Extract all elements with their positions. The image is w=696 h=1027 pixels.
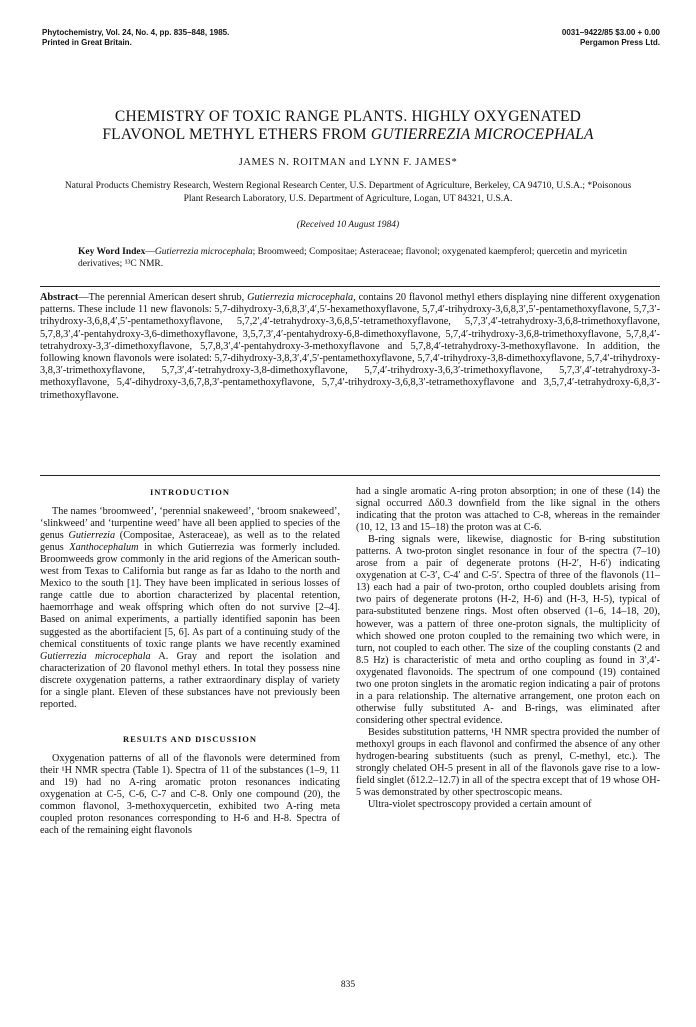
journal-header-left [42, 28, 229, 48]
title-line-2 [40, 126, 656, 144]
authors: JAMES N. ROITMAN and LYNN F. JAMES* [238, 157, 458, 168]
abstract-text-1: The perennial American desert shrub, [88, 292, 248, 303]
right-paragraph-4: Ultra-violet spectroscopy provided a certain amount of [368, 799, 592, 811]
abstract-label: Abstract [40, 292, 79, 303]
keyword-species: Gutierrezia microcephala [154, 247, 253, 257]
abstract-species: Gutierrezia microcephala [247, 292, 354, 303]
results-paragraph: Oxygenation patterns of all of the flavonols were determined from their ¹H NMR spectra (Table 1). Spectra of 11 of the substances (1–9, 11 and 19) had no A-ring aromatic proton resonances indicating oxygenation at C-5, C-6, C-7 and C-8. Only one compound (20), the common flavonol, 3-methoxyquercetin, exhibited two A-ring meta coupled proton resonances corresponding to H-6 and H-8. Spectra of each of the remaining eight flavonols [40, 752, 340, 837]
paper-title [40, 108, 656, 144]
journal-header-right [562, 28, 660, 48]
right-paragraph-1: had a single aromatic A-ring proton absorption; in one of these (14) the signal occurred Δδ0.3 downfield from the like signal in the others indicating that the proton was attached to C-8, whereas in the remainder (10, 12, 13 and 15–18) the proton was at C-6. [356, 486, 660, 534]
intro-text-b: (Compositae, Asteraceae), as well as to the related genus [40, 530, 340, 554]
divider-top [40, 286, 660, 287]
journal-citation: Phytochemistry, Vol. 24, No. 4, pp. 835–848, 1985. [42, 28, 230, 37]
abstract [40, 292, 660, 402]
intro-genus: Gutierrezia [68, 530, 116, 542]
keyword-dash: — [145, 247, 155, 257]
abstract-text-2: , contains 20 flavonol methyl ethers displaying nine different oxygenation patterns. These include 11 new flavonols: 5,7-dihydroxy-3,6,8,3′,4′,5′-hexamethoxyflavone, 5,7,4′-trihydroxy-3,6,8,3′,5′-pentamethoxyflavone, 5,7,3′-trihydroxy-3,6,8,4′,5′-pentamethoxyflavone, 5,7,2′,4′-tetrahydroxy-3,6,8,5′-tetramethoxyflavone, 5,7,3′,4′-tetrahydroxy-3,6,8-trimethoxyflavone, 5,7,8,3′,4′-pentahydroxy-3,6-dimethoxyflavone, 3,5,7,3′,4′-pentahydroxy-6,8-dimethoxyflavone, 5,7,4′-trihydroxy-3,6,8-trimethoxyflavone, 5,7,8,4′-tetrahydroxy-3,3′-dimethoxyflavone, 5,7,8,3′,4′-pentahydroxy-3-methoxyflavone and 5,7,8,4′-tetrahydroxy-3-methoxyflavone. In addition, the following known flavonols were isolated: 5,7-dihydroxy-3,8,3′,4′,5′-pentamethoxyflavone, 5,7,4′-trihydroxy-3,8-dimethoxyflavone, 5,7,4′-trihydroxy-3,8,3′-trimethoxyflavone, 5,7,3′,4′-tetrahydroxy-3,8-dimethoxyflavone, 5,7,4′-trihydroxy-3,6,3′-trimethoxyflavone, 5,7,3′,4′-tetrahydroxy-3-methoxyflavone, 5,4′-dihydroxy-3,6,7,8,3′-pentamethoxyflavone, 5,7,4′-trihydroxy-3,6,8,3′-tetramethoxyflavone and 3,5,7,4′-tetrahydroxy-6,8,3′-trimethoxyflavone. [40, 292, 660, 401]
keyword-label: Key Word Index [78, 247, 146, 257]
intro-genus-2: Xanthocephalum [69, 542, 139, 554]
intro-text-a: The names ‘broomweed’, ‘perennial snakeweed’, ‘broom snakeweed’, ‘slinkweed’ and ‘turpentine weed’ have all been applied to species of the genus [40, 506, 340, 542]
abstract-dash: — [78, 292, 89, 303]
publisher: Pergamon Press Ltd. [579, 38, 660, 47]
printed-location: Printed in Great Britain. [42, 38, 132, 47]
intro-species: Gutierrezia microcephala [40, 650, 151, 662]
divider-bottom [40, 475, 660, 476]
introduction-heading: INTRODUCTION [149, 487, 230, 497]
right-column [356, 486, 660, 811]
title-species: GUTIERREZIA MICROCEPHALA [370, 126, 594, 143]
title-line-2-prefix: FLAVONOL METHYL ETHERS FROM [102, 126, 371, 143]
received-date: (Received 10 August 1984) [296, 220, 400, 230]
title-line-1: CHEMISTRY OF TOXIC RANGE PLANTS. HIGHLY OXYGENATED [114, 108, 582, 125]
right-paragraph-3: Besides substitution patterns, ¹H NMR spectra provided the number of methoxyl groups in each flavonol and confirmed the absence of any other hydrogen-bearing substituents (such as prenyl, C-methyl, etc.). The strongly chelated OH-5 present in all of the flavonols gave rise to a low-field singlet (δ12.2–12.7) in all of the spectra except that of 19 whose OH-5 was demonstrated by other spectroscopic means. [356, 726, 660, 799]
issn-code: 0031–9422/85 $3.00 + 0.00 [561, 28, 660, 37]
affiliation: Natural Products Chemistry Research, Western Regional Research Center, U.S. Department of Agriculture, Berkeley, CA 94710, U.S.A.; *Poisonous Plant Research Laboratory, U.S. Department of Agriculture, Logan, UT 84321, U.S.A. [64, 181, 632, 204]
keyword-list: ; Broomweed; Compositae; Asteraceae; flavonol; oxygenated kaempferol; quercetin and myricetin derivatives; ¹³C NMR. [78, 247, 627, 269]
page-number: 835 [340, 980, 356, 990]
results-heading: RESULTS AND DISCUSSION [122, 733, 258, 744]
introduction-paragraph [40, 506, 340, 711]
keyword-index [78, 246, 644, 270]
right-paragraph-2: B-ring signals were, likewise, diagnostic for B-ring substitution patterns. A two-proton singlet resonance in four of the spectra (7–10) arose from a pair of degenerate protons (H-2′, H-6′) indicating oxygenation at C-3′, C-4′ and C-5′. Spectra of three of the flavonols (11–13) each had a pair of two-proton, ortho coupled doublets arising from two pairs of degenerate protons (H-2, H-6) and (H-3, H-5), typical of para-substituted benzene rings. Most often observed (1–6, 14–18, 20), however, was a pattern of three one-proton signals, the multiplicity of which showed one proton coupled to the remaining two which were, in turn, not coupled to each other. The size of the coupling constants (2 and 8.5 Hz) is characteristic of meta and ortho coupling as found in 3′,4′-oxygenated flavonoids. The spectrum of one compound (19) contained two one proton singlets in the aromatic region indicating a pair of protons in a para relationship. The alternative arrangement, one proton each on otherwise fully substituted A- and B-rings, was eliminated after considering other spectral evidence. [356, 534, 660, 726]
intro-text-c: in which Gutierrezia was formerly included. Broomweeds grow commonly in the arid regions of the American south-west from Texas to California but range as far as Idaho to the north and Mexico to the south [1]. They have been implicated in serious losses of range cattle due to abortion characterized by placental retention, haemorrhage and weak offspring which often do not survive [2–4]. Based on animal experiments, a partially identified saponin has been suggested as the abortifacient [5, 6]. As part of a continuing study of the chemical constituents of toxic range plants we have recently examined [40, 542, 340, 650]
intro-text-d: A. Gray and report the isolation and characterization of 20 flavonol methyl ethers. In total they possess nine discrete oxygenation patterns, a rather extraordinary display of variety for a single plant. Eleven of these substances have not previously been reported. [40, 650, 341, 710]
left-column [40, 486, 340, 837]
